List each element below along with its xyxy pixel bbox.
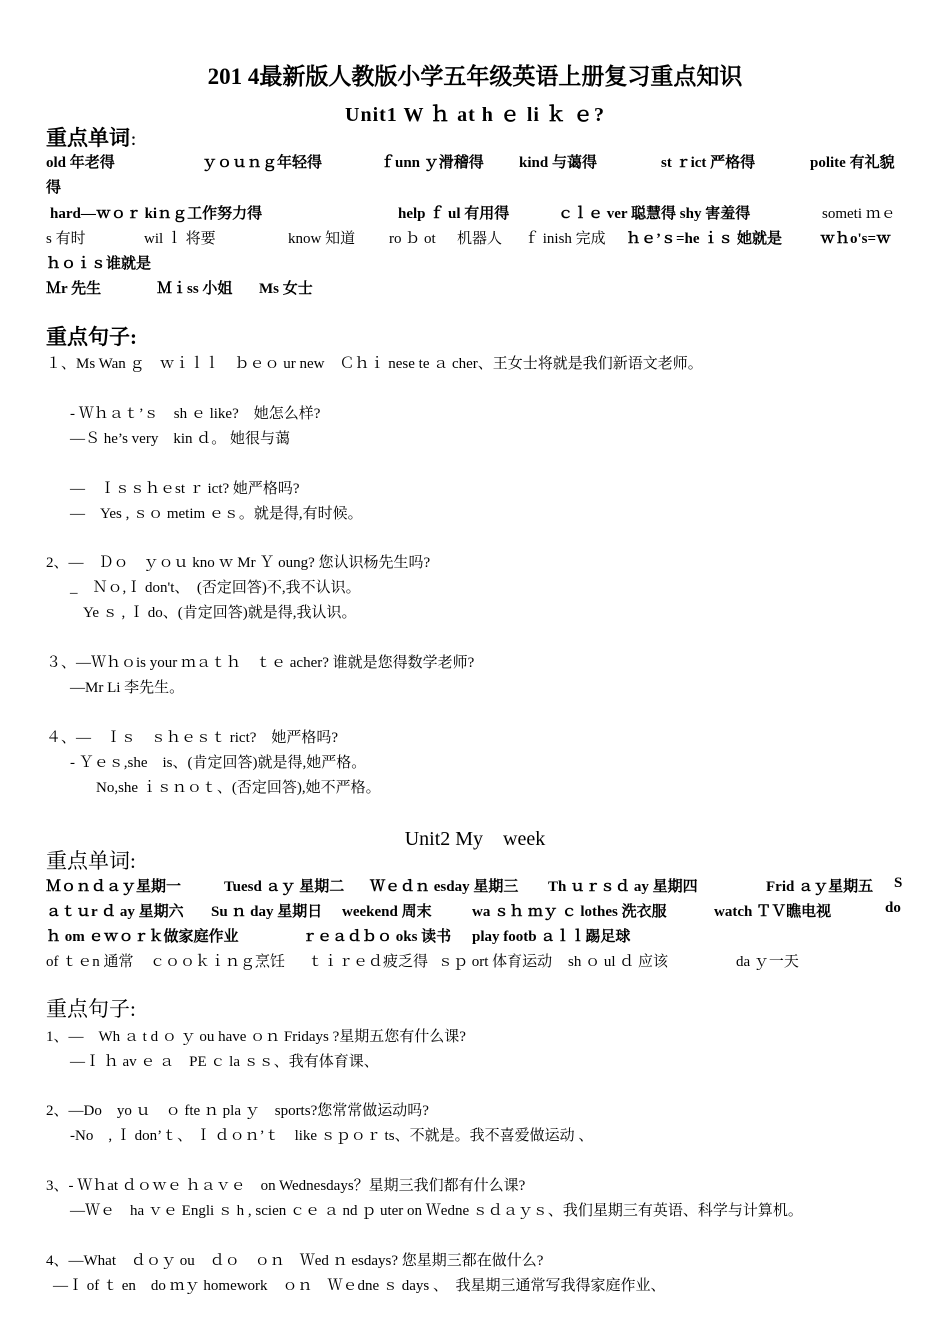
sentence-line: —Ｗｅ ha ｖｅ Engli ｓ h , scien ｃｅ ａ nd ｐ uter on Ｗedne ｓｄａｙｓ、我们星期三有英语、科学与计算机。 xyxy=(70,1203,803,1219)
vocab-item: know 知道 xyxy=(288,231,356,247)
vocab-item: S xyxy=(894,875,903,891)
vocab-item: Tuesd ａｙ 星期二 xyxy=(224,879,345,895)
vocab-item: ｈｅ’ｓ=he ｉｓ 她就是 xyxy=(626,231,783,247)
sentence-line: 3、- Ｗｈat ｄｏｗｅ ｈａｖｅ on Wednesdays？星期三我们都有什么课? xyxy=(46,1178,526,1194)
document-title: 201 4最新版人教版小学五年级英语上册复习重点知识 xyxy=(207,64,743,89)
vocab-item: do xyxy=(885,900,901,916)
unit1-title: Unit1 W ｈ at h ｅ li ｋ ｅ? xyxy=(345,104,605,126)
vocab-item: Ｗｅｄｎ esday 星期三 xyxy=(370,879,519,895)
vocab-item: kind 与蔼得 xyxy=(519,155,597,171)
sentence-line: — Ｉｓｓｈｅst ｒ ict? 她严格吗? xyxy=(70,481,300,497)
sentence-line: 4、—What ｄｏｙ ou ｄｏ ｏｎ Ｗed ｎ esdays? 您星期三都在做什么? xyxy=(46,1253,544,1269)
vocab-item: ｃｏｏｋｉｎｇ烹饪 xyxy=(150,954,286,970)
vocab-item: wa ｓｈ ｍｙ ｃ lothes 洗衣服 xyxy=(472,904,667,920)
sentence-line: 2、—Do yo ｕ ｏ fte ｎ pla ｙ sports?您常常做运动吗? xyxy=(46,1103,429,1119)
sentence-line: - Ｗｈａｔ’ｓ sh ｅ like? 她怎么样? xyxy=(70,406,321,422)
vocab-item: Ｍｏｎｄａｙ星期一 xyxy=(46,879,182,895)
sentence-line: —Ｓ he’s very kin ｄ。 她很与蔼 xyxy=(70,431,290,447)
vocab-item: s 有时 xyxy=(46,231,86,247)
vocab-item: ｈ om ｅｗｏｒｋ做家庭作业 xyxy=(46,929,239,945)
vocab-item: wil ｌ 将要 xyxy=(144,231,216,247)
vocab-item: 得 xyxy=(46,180,62,196)
sentence-line: -No , Ｉ don’ｔ、 Ｉ ｄｏｎ’ｔ like ｓｐｏｒ ts、不就是。我不喜爱做运动 、 xyxy=(70,1128,594,1144)
vocab-item: Ｍr 先生 xyxy=(46,281,102,297)
sentence-line: —Mr Li 李先生。 xyxy=(70,680,185,696)
vocab-item: sh ｏ ul ｄ 应该 xyxy=(568,954,669,970)
vocab-item: Ｍｉss 小姐 xyxy=(157,281,233,297)
vocab-item: ｗｈo's=ｗ xyxy=(820,231,892,247)
unit1-vocab-row xyxy=(46,202,906,222)
sentence-line: 2、— Ｄｏ ｙｏｕ kno ｗ Mr Ｙ oung? 您认识杨先生吗? xyxy=(46,555,431,571)
sentence-line: - Ｙｅｓ,she is、(肯定回答)就是得,她严格。 xyxy=(70,755,367,771)
sentence-line: — Yes , ｓｏ metim ｅｓ。就是得,有时候。 xyxy=(70,506,363,522)
sentence-line: —Ｉ ｈ av ｅ ａ PE ｃ la ｓｓ、我有体育课、 xyxy=(70,1054,379,1070)
sentence-line: １、Ms Wan ｇ ｗｉｌｌ ｂｅｏ ur new Ｃｈｉ nese te ａ cher、王女士将就是我们新语文老师。 xyxy=(46,356,703,372)
sentence-line: ３、—Ｗｈｏis your ｍａｔｈ ｔｅ acher? 谁就是您得数学老师? xyxy=(46,655,475,671)
vocab-item: play footb ａｌｌ踢足球 xyxy=(472,929,631,945)
vocab-item: ｔｉｒｅｄ疲乏得 xyxy=(308,954,429,970)
sentence-line: 1、— Wh ａ t d ｏ ｙ ou have ｏｎ Fridays ?星期五您有什么课? xyxy=(46,1029,466,1045)
vocab-item: Frid ａｙ星期五 xyxy=(766,879,874,895)
unit2-vocab-row xyxy=(46,900,906,920)
vocab-item: 机器人 xyxy=(457,231,503,247)
vocab-item: ｈｏｉｓ谁就是 xyxy=(46,256,152,272)
vocab-item: Th ｕｒｓｄ ay 星期四 xyxy=(548,879,698,895)
vocab-item: old 年老得 xyxy=(46,155,115,171)
vocab-item: weekend 周末 xyxy=(342,904,432,920)
vocab-item: ａｔｕr ｄ ay 星期六 xyxy=(46,904,184,920)
sentence-line: Ye ｓ , Ｉ do、(肯定回答)就是得,我认识。 xyxy=(83,605,357,621)
unit2-vocab-heading: 重点单词: xyxy=(46,849,136,873)
vocab-item: ｓｐ ort 体育运动 xyxy=(438,954,553,970)
vocab-item: ｙｏｕｎｇ年轻得 xyxy=(202,155,323,171)
vocab-item: polite 有礼貌 xyxy=(810,155,895,171)
vocab-item: ro ｂ ot xyxy=(389,231,436,247)
sentence-line: ４、— Ｉｓ ｓｈｅｓｔ rict? 她严格吗? xyxy=(46,730,339,746)
sentence-line: No,she ｉｓｎｏｔ、(否定回答),她不严格。 xyxy=(96,780,381,796)
sentence-line: —Ｉ of ｔ en do ｍｙ homework ｏｎ Ｗｅdne ｓ days 、 我星期三通常写我得家庭作业、 xyxy=(53,1278,666,1294)
unit1-vocab-row xyxy=(46,151,906,171)
vocab-item: Ms 女士 xyxy=(259,281,313,297)
unit1-vocab-row xyxy=(46,227,906,247)
vocab-item: ｆ inish 完成 xyxy=(524,231,606,247)
unit2-vocab-row xyxy=(46,925,746,945)
vocab-item: hard—ｗｏｒ kiｎｇ工作努力得 xyxy=(50,206,263,222)
vocab-item: someti ｍｅ xyxy=(822,206,896,222)
unit1-sentences-heading: 重点句子: xyxy=(46,325,137,349)
vocab-item: of ｔｅn 通常 xyxy=(46,954,134,970)
unit1-vocab-row xyxy=(46,277,446,297)
unit2-vocab-row xyxy=(46,950,846,970)
unit1-vocab-heading: 重点单词： xyxy=(46,126,146,150)
vocab-item: ｆunn ｙ滑稽得 xyxy=(380,155,484,171)
vocab-item: st ｒict 严格得 xyxy=(661,155,756,171)
vocab-item: ｒｅａｄｂｏ oks 读书 xyxy=(302,929,452,945)
vocab-item: watch ＴＶ瞧电视 xyxy=(714,904,832,920)
vocab-item: ｃｌｅ ver 聪慧得 shy 害羞得 xyxy=(558,206,751,222)
vocab-item: Su ｎ day 星期日 xyxy=(211,904,323,920)
vocab-item: help ｆ ul 有用得 xyxy=(398,206,510,222)
vocab-item: da ｙ一天 xyxy=(736,954,799,970)
unit2-title: Unit2 My week xyxy=(404,828,546,850)
unit2-sentences-heading: 重点句子: xyxy=(46,997,136,1021)
sentence-line: _ Ｎｏ,Ｉ don't、 (否定回答)不,我不认识。 xyxy=(70,580,361,596)
unit2-vocab-row xyxy=(46,875,906,895)
